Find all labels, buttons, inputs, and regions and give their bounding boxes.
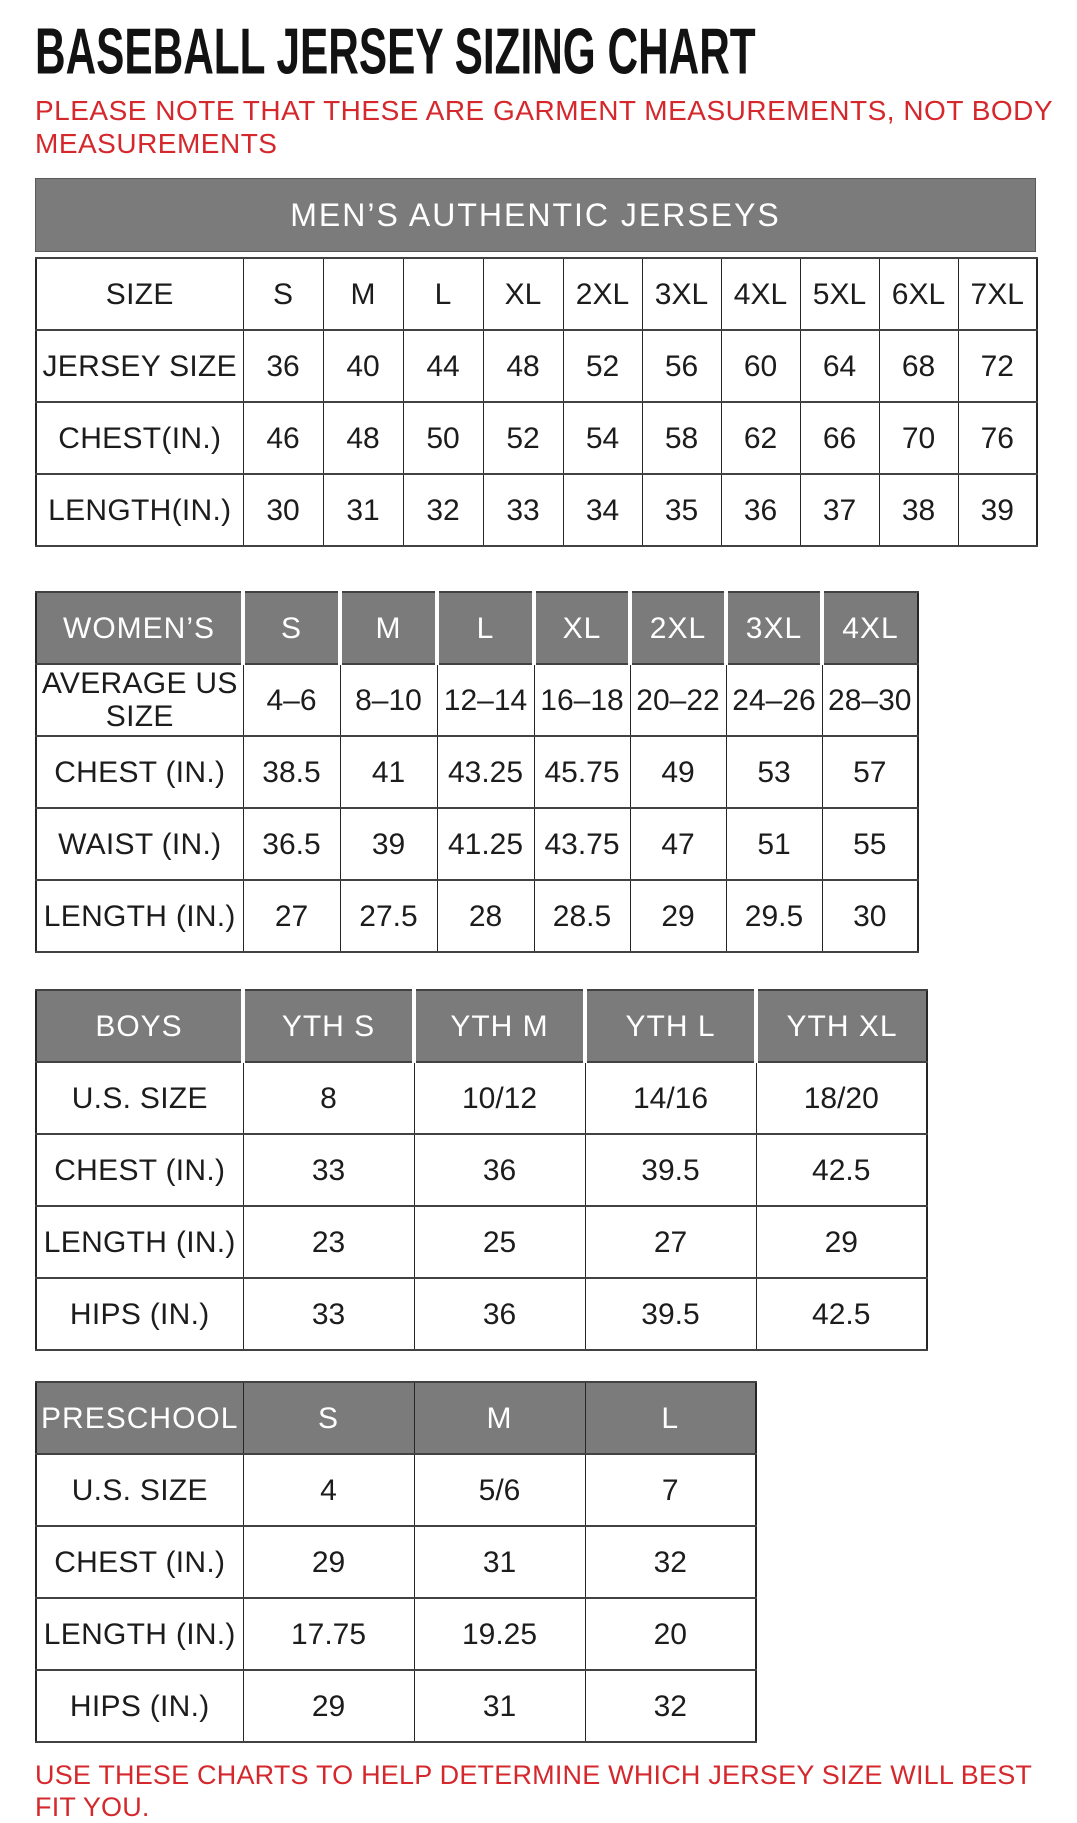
value-cell: 37 [800,474,879,546]
value-cell: 39.5 [585,1134,756,1206]
womens-chest-row [36,736,918,808]
value-cell: 23 [243,1206,414,1278]
value-cell: 39.5 [585,1278,756,1350]
footer-note: USE THESE CHARTS TO HELP DETERMINE WHICH JERSEY SIZE WILL BEST FIT YOU. [35,1760,1032,1822]
size-cell: 3XL [642,258,721,330]
value-cell: 32 [585,1526,756,1598]
value-cell: 8 [243,1062,414,1134]
value-cell: 36 [243,330,323,402]
value-cell: 8–10 [340,664,437,736]
size-cell: 2XL [563,258,642,330]
value-cell: 29 [756,1206,927,1278]
header-cell: YTH XL [756,990,927,1062]
boys-hips-row [36,1278,927,1350]
row-label-cell: CHEST (IN.) [36,1526,243,1598]
row-label-cell: CHEST (IN.) [36,1134,243,1206]
value-cell: 53 [726,736,822,808]
value-cell: 41.25 [437,808,534,880]
value-cell: 29 [243,1526,414,1598]
value-cell: 33 [243,1134,414,1206]
mens-banner-text: MEN’S AUTHENTIC JERSEYS [290,196,781,233]
value-cell: 36 [414,1134,585,1206]
mens-size-row [36,258,1037,330]
value-cell: 17.75 [243,1598,414,1670]
table-title-cell: PRESCHOOL [36,1382,243,1454]
value-cell: 32 [585,1670,756,1742]
value-cell: 29 [243,1670,414,1742]
size-cell: S [243,258,323,330]
size-cell: L [403,258,483,330]
row-label-cell: WAIST (IN.) [36,808,243,880]
row-label-cell: LENGTH (IN.) [36,880,243,952]
value-cell: 52 [563,330,642,402]
value-cell: 51 [726,808,822,880]
value-cell: 48 [323,402,403,474]
header-cell: 3XL [726,592,822,664]
value-cell: 32 [403,474,483,546]
preschool-header-row [36,1382,756,1454]
value-cell: 4 [243,1454,414,1526]
header-cell: M [414,1382,585,1454]
size-cell: XL [483,258,563,330]
value-cell: 35 [642,474,721,546]
size-cell: 4XL [721,258,800,330]
value-cell: 33 [243,1278,414,1350]
value-cell: 30 [822,880,918,952]
value-cell: 57 [822,736,918,808]
page-title-text: BASEBALL JERSEY SIZING CHART [35,15,756,88]
value-cell: 68 [879,330,958,402]
value-cell: 54 [563,402,642,474]
value-cell: 12–14 [437,664,534,736]
row-label-cell: U.S. SIZE [36,1454,243,1526]
value-cell: 42.5 [756,1134,927,1206]
preschool-length-row [36,1598,756,1670]
header-cell: YTH L [585,990,756,1062]
value-cell: 45.75 [534,736,630,808]
value-cell: 16–18 [534,664,630,736]
value-cell: 43.75 [534,808,630,880]
size-cell: 7XL [958,258,1037,330]
row-label-cell: LENGTH(IN.) [36,474,243,546]
value-cell: 38 [879,474,958,546]
header-cell: L [437,592,534,664]
header-cell: YTH S [243,990,414,1062]
mens-jerseys-table [35,257,1038,547]
womens-waist-row [36,808,918,880]
row-label-cell: LENGTH (IN.) [36,1206,243,1278]
size-cell: 5XL [800,258,879,330]
value-cell: 31 [323,474,403,546]
value-cell: 28.5 [534,880,630,952]
size-cell: 6XL [879,258,958,330]
header-cell: YTH M [414,990,585,1062]
value-cell: 64 [800,330,879,402]
boys-length-row [36,1206,927,1278]
value-cell: 30 [243,474,323,546]
value-cell: 40 [323,330,403,402]
row-label-cell: CHEST(IN.) [36,402,243,474]
page-title [35,15,1077,88]
header-cell: XL [534,592,630,664]
value-cell: 47 [630,808,726,880]
row-label-cell: AVERAGE US SIZE [36,664,243,736]
value-cell: 24–26 [726,664,822,736]
preschool-us-size-row [36,1454,756,1526]
value-cell: 20–22 [630,664,726,736]
row-label-cell: SIZE [36,258,243,330]
header-cell: 2XL [630,592,726,664]
boys-header-row [36,990,927,1062]
header-cell: L [585,1382,756,1454]
preschool-table [35,1381,757,1743]
value-cell: 41 [340,736,437,808]
header-cell: S [243,1382,414,1454]
value-cell: 43.25 [437,736,534,808]
header-cell: S [243,592,340,664]
value-cell: 18/20 [756,1062,927,1134]
value-cell: 42.5 [756,1278,927,1350]
value-cell: 66 [800,402,879,474]
row-label-cell: JERSEY SIZE [36,330,243,402]
value-cell: 29 [630,880,726,952]
value-cell: 31 [414,1670,585,1742]
mens-chest-row [36,402,1037,474]
value-cell: 20 [585,1598,756,1670]
value-cell: 4–6 [243,664,340,736]
boys-chest-row [36,1134,927,1206]
value-cell: 55 [822,808,918,880]
mens-banner [35,178,1036,252]
value-cell: 76 [958,402,1037,474]
value-cell: 33 [483,474,563,546]
value-cell: 48 [483,330,563,402]
value-cell: 38.5 [243,736,340,808]
value-cell: 39 [958,474,1037,546]
boys-table [35,989,928,1351]
womens-us-size-row [36,664,918,736]
value-cell: 31 [414,1526,585,1598]
value-cell: 44 [403,330,483,402]
womens-table [35,591,919,953]
header-cell: 4XL [822,592,918,664]
note-line-2: MEASUREMENTS [35,128,278,159]
table-title-cell: WOMEN’S [36,592,243,664]
value-cell: 34 [563,474,642,546]
value-cell: 39 [340,808,437,880]
value-cell: 19.25 [414,1598,585,1670]
value-cell: 62 [721,402,800,474]
value-cell: 46 [243,402,323,474]
row-label-cell: HIPS (IN.) [36,1278,243,1350]
value-cell: 52 [483,402,563,474]
value-cell: 25 [414,1206,585,1278]
value-cell: 27 [243,880,340,952]
value-cell: 58 [642,402,721,474]
value-cell: 70 [879,402,958,474]
row-label-cell: LENGTH (IN.) [36,1598,243,1670]
note-line-1: PLEASE NOTE THAT THESE ARE GARMENT MEASUREMENTS, NOT BODY [35,95,1054,126]
preschool-chest-row [36,1526,756,1598]
value-cell: 14/16 [585,1062,756,1134]
mens-jersey-size-row [36,330,1037,402]
value-cell: 36 [721,474,800,546]
size-cell: M [323,258,403,330]
womens-header-row [36,592,918,664]
value-cell: 36.5 [243,808,340,880]
row-label-cell: HIPS (IN.) [36,1670,243,1742]
row-label-cell: CHEST (IN.) [36,736,243,808]
value-cell: 60 [721,330,800,402]
value-cell: 28 [437,880,534,952]
table-title-cell: BOYS [36,990,243,1062]
value-cell: 7 [585,1454,756,1526]
value-cell: 29.5 [726,880,822,952]
value-cell: 56 [642,330,721,402]
value-cell: 10/12 [414,1062,585,1134]
value-cell: 5/6 [414,1454,585,1526]
womens-length-row [36,880,918,952]
preschool-hips-row [36,1670,756,1742]
garment-measurement-note [35,94,1077,160]
value-cell: 49 [630,736,726,808]
header-cell: M [340,592,437,664]
value-cell: 27.5 [340,880,437,952]
value-cell: 27 [585,1206,756,1278]
value-cell: 50 [403,402,483,474]
row-label-cell: U.S. SIZE [36,1062,243,1134]
boys-us-size-row [36,1062,927,1134]
value-cell: 72 [958,330,1037,402]
value-cell: 36 [414,1278,585,1350]
value-cell: 28–30 [822,664,918,736]
mens-length-row [36,474,1037,546]
